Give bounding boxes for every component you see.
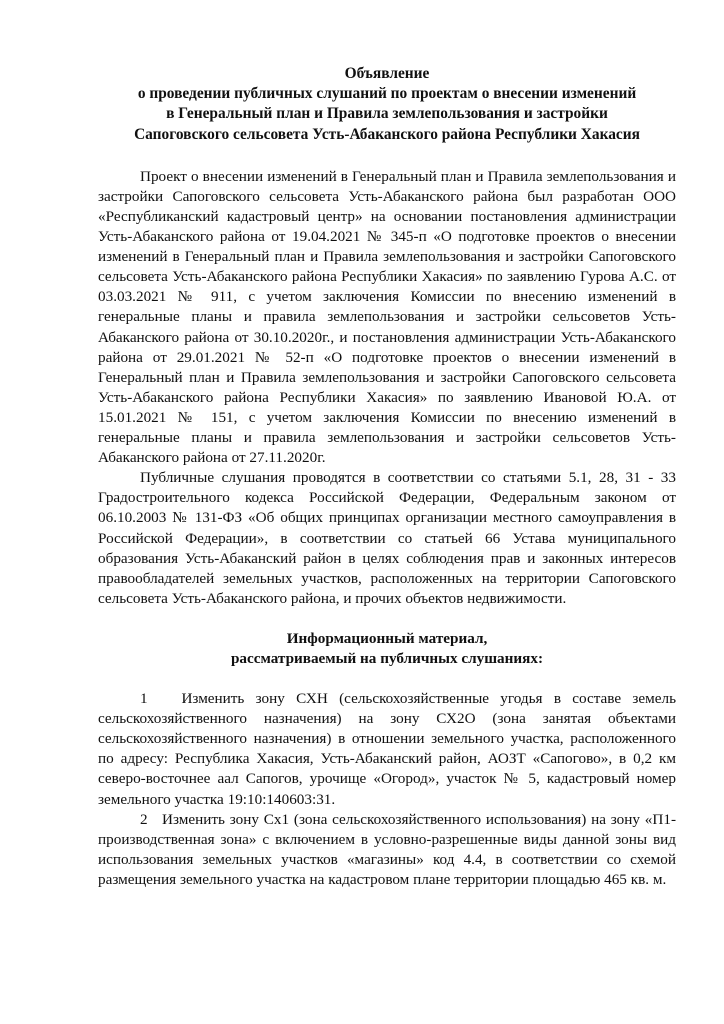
list-item xyxy=(98,689,676,810)
list-item-number: 2 xyxy=(140,810,148,828)
list-item-text: Изменить зону Сх1 (зона сельскохозяйственного использования) на зону «П1-производственная зона» с включением в условно-разрешенные виды данной зоны вид использования земельных участков «магазины» код 4.4, в соответствии со схемой размещения земельного участка на кадастровом плане территории площадью 465 кв. м. xyxy=(98,810,676,888)
list-item xyxy=(98,810,676,890)
body-paragraph-1: Проект о внесении изменений в Генеральный план и Правила землепользования и застройки Сапоговского сельсовета Усть-Абаканского района был разработан ООО «Республиканский кадастровый центр» на основании постановления администрации Усть-Абаканского района от 19.04.2021 № 345-п «О подготовке проектов о внесении изменений в Генеральный план и Правила землепользования и застройки Сапоговского сельсовета Усть-Абаканского района Республики Хакасия» по заявлению Гурова А.С. от 03.03.2021 № 911, с учетом заключения Комиссии по внесению изменений в генеральные планы и правила землепользования и застройки сельсоветов Усть-Абаканского района от 30.10.2020г., и постановления администрации Усть-Абаканского района от 29.01.2021 № 52-п «О подготовке проектов о внесении изменений в Генеральный план и Правила землепользования и застройки Сапоговского сельсовета Усть-Абаканского района Республики Хакасия» по заявлению Ивановой Ю.А. от 15.01.2021 № 151, с учетом заключения Комиссии по внесению изменений в генеральные планы и правила землепользования и застройки сельсоветов Усть-Абаканского района от 27.11.2020г. xyxy=(98,167,676,467)
subheading-spacer-top xyxy=(98,609,676,629)
title-line-4: Сапоговского сельсовета Усть-Абаканского района Республики Хакасия xyxy=(134,125,640,143)
section-subheading xyxy=(98,629,676,669)
page-title xyxy=(98,64,676,145)
subheading-spacer-bottom xyxy=(98,669,676,689)
subheading-line-2: рассматриваемый на публичных слушаниях: xyxy=(230,649,544,667)
title-line-2: о проведении публичных слушаний по проектам о внесении изменений xyxy=(137,85,637,103)
title-line-3: в Генеральный план и Правила землепользования и застройки xyxy=(166,105,608,123)
document-content xyxy=(98,64,676,890)
title-line-1: Объявление xyxy=(344,65,430,82)
body-paragraph-2: Публичные слушания проводятся в соответствии со статьями 5.1, 28, 31 - 33 Градостроительного кодекса Российской Федерации, Федеральным законом от 06.10.2003 № 131-ФЗ «Об общих принципах организации местного самоуправления в Российской Федерации», в соответствии со статьей 66 Устава муниципального образования Усть-Абаканский район в целях соблюдения прав и законных интересов правообладателей земельных участков, расположенных на территории Сапоговского сельсовета Усть-Абаканского района, и прочих объектов недвижимости. xyxy=(98,469,676,607)
list-item-text: Изменить зону СХН (сельскохозяйственные угодья в составе земель сельскохозяйственного назначения) на зону СХ2О (зона занятая объектами сельскохозяйственного назначения) в отношении земельного участка, расположенного по адресу: Республика Хакасия, Усть-Абаканский район, АОЗТ «Сапогово», в 0,2 км северо-восточнее аал Сапогов, урочище «Огород», участок № 5, кадастровый номер земельного участка 19:10:140603:31. xyxy=(98,690,676,808)
subheading-line-1: Информационный материал, xyxy=(286,629,488,647)
list-item-number: 1 xyxy=(140,690,148,708)
